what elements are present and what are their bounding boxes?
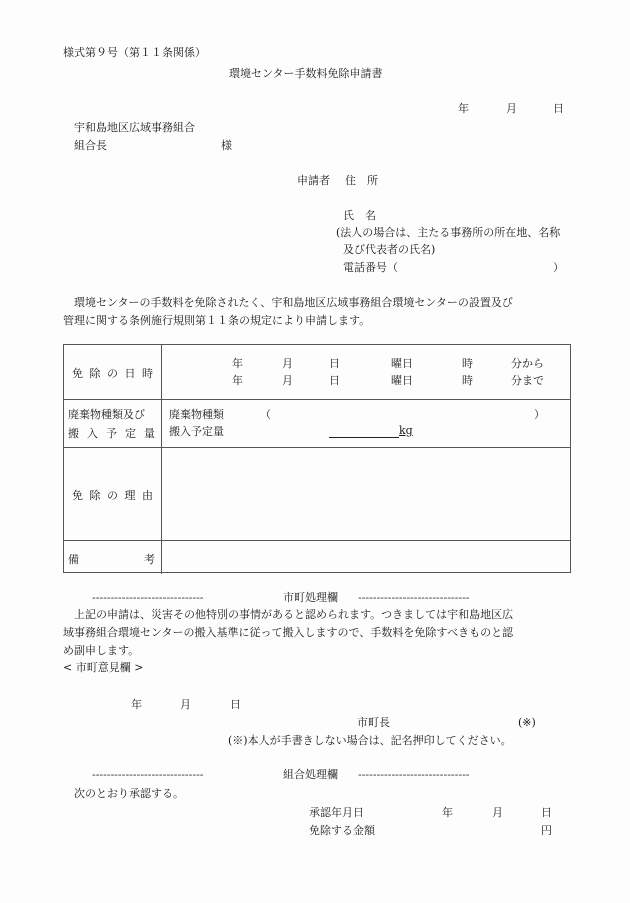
- to-hour: 時: [462, 374, 473, 387]
- city-section-heading: 市町処理欄: [283, 591, 338, 604]
- waste-label: [64, 400, 162, 448]
- remarks-label: [64, 541, 162, 574]
- waste-label-1: 廃棄物種類及び: [68, 408, 145, 421]
- seal-note: (※)本人が手書きしない場合は、記名押印してください。: [228, 734, 512, 747]
- date-year: 年: [458, 102, 469, 115]
- remarks-field[interactable]: [162, 541, 570, 574]
- date-month: 月: [506, 102, 517, 115]
- dash-line-left: ------------------------------: [92, 768, 204, 781]
- from-minute: 分から: [511, 357, 544, 370]
- label-char: 日: [124, 367, 136, 380]
- intro-text-1: 環境センターの手数料を免除されたく、宇和島地区広域事務組合環境センターの設置及び: [74, 296, 513, 309]
- exempt-amount-label: 免除する金額: [309, 824, 375, 837]
- dash-line-left: ------------------------------: [92, 591, 204, 604]
- to-weekday: 曜日: [391, 374, 413, 387]
- union-section-heading: 組合処理欄: [283, 768, 338, 781]
- city-text-1: 上記の申請は、災害その他特別の事情があると認められます。つきましては宇和島地区広: [74, 608, 514, 621]
- to-minute: 分まで: [511, 374, 544, 387]
- corporate-note-1: (法人の場合は、主たる事務所の所在地、名称: [336, 226, 561, 239]
- city-text-2: 域事務組合環境センターの搬入基準に従って搬入しますので、手数料を免除すべきものと認: [63, 626, 514, 639]
- waste-type-field[interactable]: （: [260, 408, 271, 421]
- from-year: 年: [232, 357, 243, 370]
- form-number: 様式第９号（第１１条関係）: [63, 46, 206, 59]
- label-char: 予: [106, 427, 117, 440]
- datetime-row: [64, 345, 570, 399]
- label-char: 免: [72, 367, 83, 380]
- approval-date-label: 承認年月日: [309, 806, 364, 819]
- approval-year: 年: [442, 806, 453, 819]
- city-date-day: 日: [230, 698, 241, 711]
- label-char: 理: [124, 489, 136, 502]
- dash-line-right: ------------------------------: [358, 591, 470, 604]
- phone-close: ）: [553, 261, 564, 274]
- label-char: 除: [89, 367, 101, 380]
- yen-unit: 円: [541, 824, 552, 837]
- document-title: 環境センター手数料免除申請書: [229, 67, 383, 80]
- label-char: 考: [144, 553, 155, 566]
- label-char: 定: [125, 427, 136, 440]
- name-label: 氏 名: [343, 209, 376, 222]
- addressee-title: 組合長: [74, 139, 107, 152]
- from-hour: 時: [462, 357, 473, 370]
- from-day: 日: [329, 357, 340, 370]
- address-label: 住 所: [345, 174, 378, 187]
- to-year: 年: [232, 374, 243, 387]
- city-text-3: め副申します。: [63, 644, 140, 657]
- remarks-row: [64, 540, 570, 574]
- from-month: 月: [282, 357, 293, 370]
- amount-unit: kg: [399, 424, 413, 437]
- label-char: 除: [89, 489, 101, 502]
- applicant-label: 申請者: [297, 174, 330, 187]
- dash-line-right: ------------------------------: [358, 768, 470, 781]
- label-char: 入: [87, 427, 98, 440]
- mayor-label: 市町長: [357, 716, 390, 729]
- opinion-label: < 市町意見欄 >: [63, 661, 144, 674]
- phone-label: 電話番号（: [343, 261, 398, 274]
- addressee-org: 宇和島地区広域事務組合: [74, 121, 195, 134]
- label-char: 時: [142, 367, 153, 380]
- to-day: 日: [329, 374, 340, 387]
- reason-label: [64, 448, 162, 541]
- city-date-month: 月: [180, 698, 191, 711]
- datetime-label: [64, 345, 162, 399]
- intro-text-2: 管理に関する条例施行規則第１１条の規定により申請します。: [63, 314, 371, 327]
- date-day: 日: [553, 102, 564, 115]
- label-char: 由: [142, 489, 153, 502]
- label-char: 備: [68, 553, 79, 566]
- approval-day: 日: [541, 806, 552, 819]
- label-char: 量: [144, 427, 155, 440]
- to-month: 月: [282, 374, 293, 387]
- label-char: の: [107, 489, 118, 502]
- application-table: [63, 344, 571, 573]
- amount-label: 搬入予定量: [169, 425, 224, 438]
- waste-row: [64, 399, 570, 448]
- corporate-note-2: 及び代表者の氏名): [343, 243, 436, 256]
- from-weekday: 曜日: [391, 357, 413, 370]
- approval-month: 月: [492, 806, 503, 819]
- seal-mark: (※): [518, 716, 536, 729]
- reason-row: [64, 447, 570, 541]
- city-date-year: 年: [131, 698, 142, 711]
- label-char: の: [107, 367, 118, 380]
- waste-type-close: ）: [534, 408, 545, 421]
- waste-type-label: 廃棄物種類: [169, 408, 224, 421]
- amount-field[interactable]: [329, 424, 413, 438]
- reason-field[interactable]: [162, 448, 570, 541]
- label-char: 免: [72, 489, 83, 502]
- honorific: 様: [221, 139, 232, 152]
- approve-text: 次のとおり承認する。: [74, 787, 184, 800]
- label-char: 搬: [68, 427, 79, 440]
